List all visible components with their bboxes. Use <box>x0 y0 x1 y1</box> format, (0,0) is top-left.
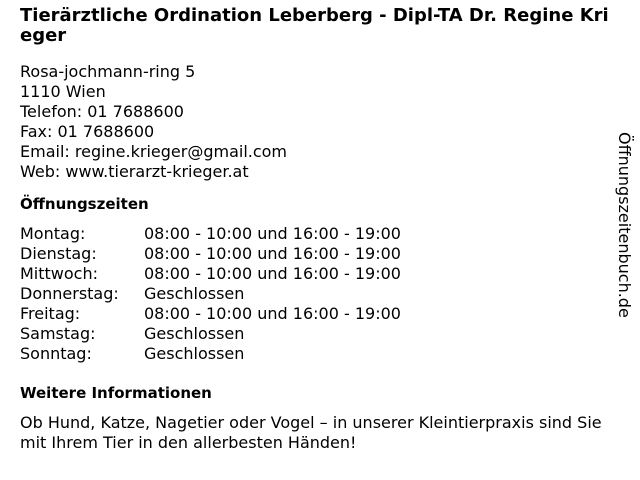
hours-time: Geschlossen <box>144 344 245 363</box>
hours-day: Donnerstag: <box>20 284 119 303</box>
further-info-text: Ob Hund, Katze, Nagetier oder Vogel – in unserer Kleintierpraxis sind Sie mit Ihrem Tier in den allerbesten Händen! <box>20 413 602 452</box>
hours-row-sunday <box>20 344 612 364</box>
hours-row-friday <box>20 304 612 324</box>
hours-row-saturday <box>20 324 612 344</box>
brand-watermark: Öffnungszeitenbuch.de <box>615 132 634 318</box>
address-street: Rosa-jochmann-ring 5 <box>20 62 196 81</box>
hours-row-wednesday <box>20 264 612 284</box>
hours-time: 08:00 - 10:00 und 16:00 - 19:00 <box>144 224 401 243</box>
hours-day: Samstag: <box>20 324 96 343</box>
hours-time: 08:00 - 10:00 und 16:00 - 19:00 <box>144 264 401 283</box>
hours-time: 08:00 - 10:00 und 16:00 - 19:00 <box>144 304 401 323</box>
hours-day: Dienstag: <box>20 244 97 263</box>
contact-block <box>20 62 612 182</box>
hours-day: Freitag: <box>20 304 81 323</box>
hours-time: 08:00 - 10:00 und 16:00 - 19:00 <box>144 244 401 263</box>
hours-day: Mittwoch: <box>20 264 98 283</box>
hours-day: Sonntag: <box>20 344 92 363</box>
email-address: Email: regine.krieger@gmail.com <box>20 142 288 161</box>
opening-hours-heading: Öffnungszeiten <box>20 195 149 213</box>
opening-hours-table <box>20 224 612 364</box>
hours-day: Montag: <box>20 224 86 243</box>
phone-number: Telefon: 01 7688600 <box>20 102 184 121</box>
further-info-heading: Weitere Informationen <box>20 384 212 402</box>
page-title: Tierärztliche Ordination Leberberg - Dipl-TA Dr. Regine Krieger <box>20 5 609 46</box>
website-address: Web: www.tierarzt-krieger.at <box>20 162 249 181</box>
hours-row-thursday <box>20 284 612 304</box>
listing-card <box>20 6 612 453</box>
hours-row-monday <box>20 224 612 244</box>
address-city: 1110 Wien <box>20 82 106 101</box>
fax-number: Fax: 01 7688600 <box>20 122 155 141</box>
hours-row-tuesday <box>20 244 612 264</box>
hours-time: Geschlossen <box>144 324 245 343</box>
hours-time: Geschlossen <box>144 284 245 303</box>
